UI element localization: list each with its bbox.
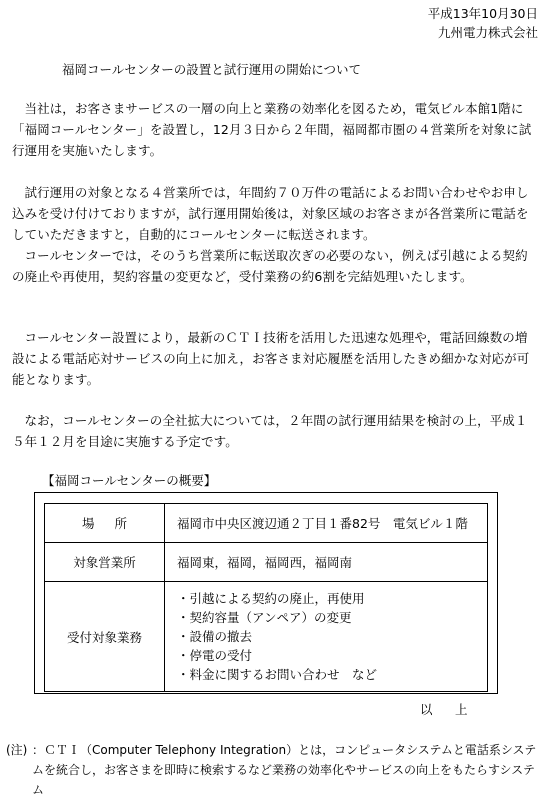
offices-label: 対象営業所 <box>45 543 165 582</box>
table-row-offices <box>45 543 488 582</box>
document-title: 福岡コールセンターの設置と試行運用の開始について <box>62 62 362 77</box>
location-label-cell <box>45 504 165 543</box>
location-label: 場所 <box>81 516 147 531</box>
list-item: ・引越による契約の廃止，再使用 <box>177 591 365 606</box>
closing-mark: 以上 <box>420 702 491 717</box>
summary-table <box>44 503 488 692</box>
summary-heading: 【福岡コールセンターの概要】 <box>42 473 217 488</box>
list-item: ・契約容量（アンペア）の変更 <box>177 610 352 625</box>
paragraph-trial-offices: 試行運用の対象となる４営業所では，年間約７０万件の電話によるお問い合わせやお申し込みを受け付けておりますが，試行運用開始後は，対象区域のお客さまが各営業所に電話をしていただきますと，自動的にコールセンターに転送されます。 <box>12 185 529 242</box>
paragraph-benefits: コールセンター設置により，最新のＣＴＩ技術を活用した迅速な処理や，電話回線数の増設による電話応対サービスの向上に加え，お客さま対応履歴を活用したきめ細かな対応が可能となります。 <box>12 330 530 387</box>
table-row-duties <box>45 582 488 692</box>
list-item: ・料金に関するお問い合わせ など <box>177 667 378 682</box>
paragraph-intro: 当社は，お客さまサービスの一層の向上と業務の効率化を図るため，電気ビル本館1階に「福岡コールセンター」を設置し，12月３日から２年間，福岡都市圏の４営業所を対象に試行運用を実施いたします。 <box>12 101 532 158</box>
footnote-text: ：ＣＴＩ（Computer Telephony Integration）とは，コンピュータシステムと電話系システムを統合し，お客さまを即時に検索するなど業務の効率化やサービスの向上をもたらすシステム <box>32 743 537 797</box>
company-name: 九州電力株式会社 <box>437 25 538 40</box>
footnote <box>6 740 540 800</box>
paragraph-expansion-plan: なお，コールセンターの全社拡大については，２年間の試行運用結果を検討の上，平成１５年１２月を目途に実施する予定です。 <box>12 413 528 449</box>
duties-value-cell <box>165 582 488 692</box>
table-row-location <box>45 504 488 543</box>
header-block <box>428 4 538 42</box>
offices-value: 福岡東，福岡，福岡西，福岡南 <box>165 543 488 582</box>
duties-label: 受付対象業務 <box>45 582 165 692</box>
list-item: ・設備の撤去 <box>177 629 253 644</box>
list-item: ・停電の受付 <box>177 648 253 663</box>
paragraph-call-center-handling: コールセンターでは，そのうち営業所に転送取次ぎの必要のない，例えば引越による契約の廃止や再使用，契約容量の変更など，受付業務の約6割を完結処理いたします。 <box>12 248 528 284</box>
location-value: 福岡市中央区渡辺通２丁目１番82号 電気ビル１階 <box>165 504 488 543</box>
footnote-label: (注) <box>6 743 28 757</box>
release-date: 平成13年10月30日 <box>427 6 538 21</box>
duties-list <box>177 589 486 684</box>
